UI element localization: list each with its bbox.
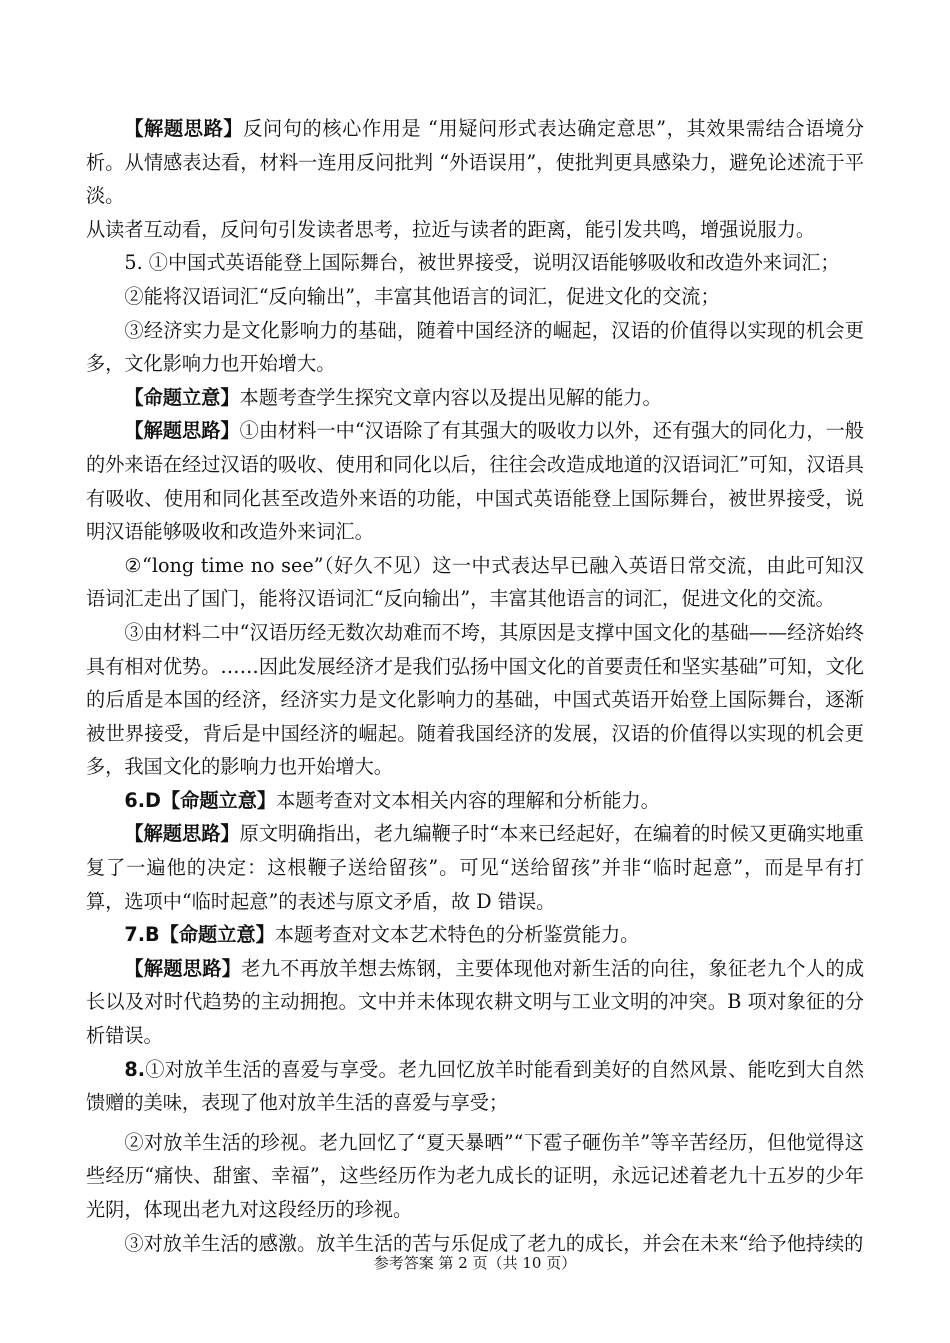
paragraph-text: 本题考查学生探究文章内容以及提出见解的能力。 <box>239 385 662 409</box>
answer-item <box>86 246 864 280</box>
paragraph <box>86 112 864 213</box>
paragraph-text: ②“long time no see”（好久不见）这一中式表达早已融入英语日常交流，由此可知汉语词汇走出了国门，能将汉语词汇“反向输出”，丰富其他语言的词汇，促进文化的交流。 <box>86 553 864 611</box>
question-header <box>86 918 864 952</box>
section-label: 【解题思路】 <box>124 419 240 443</box>
paragraph-text: ①由材料一中“汉语除了有其强大的吸收力以外，还有强大的同化力，一般的外来语在经过汉语的吸收、使用和同化以后，往往会改造成地道的汉语词汇”可知，汉语具有吸收、使用和同化甚至改造外来语的功能，中国式英语能登上国际舞台，被世界接受，说明汉语能够吸收和改造外来词汇。 <box>86 419 864 544</box>
answer-item <box>86 1126 864 1227</box>
section-label: 【解题思路】 <box>124 956 242 980</box>
answer-item <box>86 1053 864 1120</box>
paragraph <box>86 381 864 415</box>
paragraph-text: ③对放羊生活的感激。放羊生活的苦与乐促成了老九的成长，并会在未来“给予他持续的 <box>124 1231 864 1255</box>
answer-item <box>86 314 864 381</box>
section-label: 【命题立意】 <box>124 385 240 409</box>
paragraph-text: ①对放羊生活的喜爱与享受。老九回忆放羊时能看到美好的自然风景、能吃到大自然馈赠的美味，表现了他对放羊生活的喜爱与享受； <box>86 1057 864 1115</box>
paragraph <box>86 549 864 616</box>
page-footer: 参考答案 第 2 页（共 10 页） <box>373 1254 577 1272</box>
paragraph-text: 原文明确指出，老九编鞭子时“本来已经起好，在编着的时候又更确实地重复了一遍他的决定：这根鞭子送给留孩”。可见“送给留孩”并非“临时起意”，而是早有打算，选项中“临时起意”的表述与原文矛盾，故 D 错误。 <box>86 822 864 913</box>
section-label: 【解题思路】 <box>124 117 244 140</box>
paragraph-text: ②能将汉语词汇“反向输出”，丰富其他语言的词汇，促进文化的交流； <box>124 284 720 308</box>
paragraph <box>86 213 864 247</box>
paragraph-text: ③由材料二中“汉语历经无数次劫难而不垮，其原因是支撑中国文化的基础——经济始终具有相对优势。……因此发展经济才是我们弘扬中国文化的首要责任和坚实基础”可知，文化的后盾是本国的经济，经济实力是文化影响力的基础，中国式英语开始登上国际舞台，逐渐被世界接受，背后是中国经济的崛起。随着我国经济的发展，汉语的价值得以实现的机会更多，我国文化的影响力也开始增大。 <box>86 620 864 779</box>
section-label: 7.B【命题立意】 <box>124 923 275 947</box>
paragraph-text: 老九不再放羊想去炼钢，主要体现他对新生活的向往，象征老九个人的成长以及对时代趋势的主动拥抱。文中并未体现农耕文明与工业文明的冲突。B 项对象征的分析错误。 <box>86 956 865 1048</box>
question-header <box>86 784 864 818</box>
paragraph-text: 反问句的核心作用是 “用疑问形式表达确定意思”，其效果需结合语境分析。从情感表达看，材料一连用反问批判 “外语误用”，使批判更具感染力，避免论述流于平淡。 <box>86 117 864 208</box>
paragraph <box>86 817 864 918</box>
section-label: 6.D【命题立意】 <box>124 788 277 812</box>
paragraph-text: 本题考查对文本相关内容的理解和分析能力。 <box>276 788 660 812</box>
paragraph <box>86 616 864 784</box>
paragraph-text: 5. ①中国式英语能登上国际舞台，被世界接受，说明汉语能够吸收和改造外来词汇； <box>124 251 840 275</box>
answer-item <box>86 280 864 314</box>
paragraph-text: ③经济实力是文化影响力的基础，随着中国经济的崛起，汉语的价值得以实现的机会更多，文化影响力也开始增大。 <box>86 318 864 376</box>
paragraph-text: 从读者互动看，反问句引发读者思考，拉近与读者的距离，能引发共鸣，增强说服力。 <box>86 217 816 241</box>
paragraph <box>86 414 864 548</box>
paragraph-text: ②对放羊生活的珍视。老九回忆了“夏天暴晒”“下雹子砸伤羊”等辛苦经历，但他觉得这些经历“痛快、甜蜜、幸福”，这些经历作为老九成长的证明，永远记述着老九十五岁的少年光阴，体现出老九对这段经历的珍视。 <box>86 1130 864 1221</box>
section-label: 【解题思路】 <box>124 822 240 846</box>
question-number: 8. <box>124 1057 146 1081</box>
paragraph <box>86 952 864 1053</box>
paragraph-text: 本题考查对文本艺术特色的分析鉴赏能力。 <box>274 923 640 947</box>
